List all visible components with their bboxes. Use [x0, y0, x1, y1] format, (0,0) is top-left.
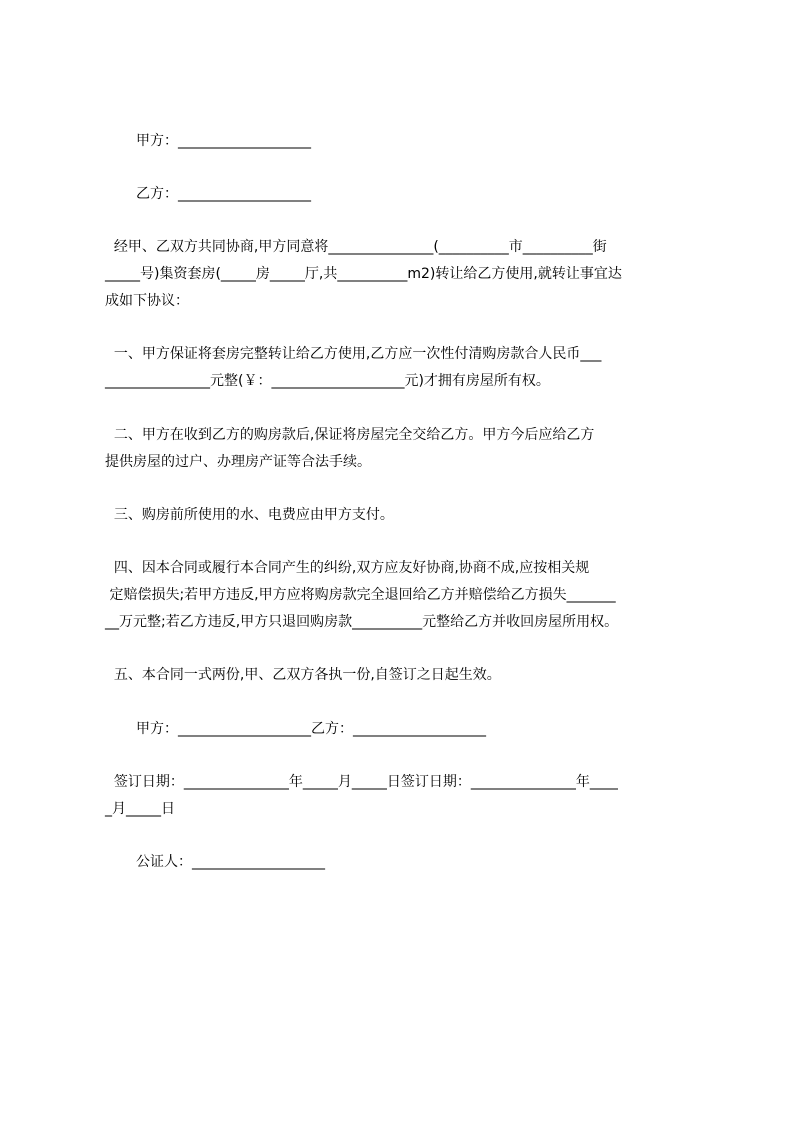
intro-line-1: 经甲、乙双方共同协商,甲方同意将_______________(__________市__________街: [105, 239, 607, 255]
notary-line: 公证人：___________________: [136, 854, 325, 870]
clause-4-line-3: __万元整;若乙方违反,甲方只退回购房款__________元整给乙方并收回房屋所用权。: [105, 614, 619, 630]
party-a-line: 甲方：___________________: [136, 133, 311, 149]
party-b-line: 乙方：___________________: [136, 186, 311, 202]
signing-date-line-1: 签订日期：_______________年_____月_____日签订日期：_______________年____: [105, 774, 618, 790]
clause-5-line-1: 五、本合同一式两份,甲、乙双方各执一份,自签订之日起生效。: [105, 667, 501, 683]
clause-1-line-2: _______________元整(￥：___________________元)才拥有房屋所有权。: [105, 373, 550, 389]
clause-4-line-1: 四、因本合同或履行本合同产生的纠纷,双方应友好协商,协商不成,应按相关规: [105, 560, 590, 576]
intro-line-3: 成如下协议：: [105, 293, 189, 309]
clause-1-line-1: 一、甲方保证将套房完整转让给乙方使用,乙方应一次性付清购房款合人民币___: [105, 346, 602, 362]
signature-parties-line: 甲方：___________________乙方：___________________: [136, 721, 486, 737]
clause-3-line-1: 三、购房前所使用的水、电费应由甲方支付。: [105, 507, 394, 523]
intro-line-2: _____号)集资套房(_____房_____厅,共__________m2)转让给乙方使用,就转让事宜达: [105, 266, 622, 282]
signing-date-line-2: _月_____日: [105, 801, 175, 817]
clause-2-line-1: 二、甲方在收到乙方的购房款后,保证将房屋完全交给乙方。甲方今后应给乙方: [105, 427, 595, 443]
clause-4-line-2: 定赔偿损失;若甲方违反,甲方应将购房款完全退回给乙方并赔偿给乙方损失_______: [105, 587, 616, 603]
clause-2-line-2: 提供房屋的过户、办理房产证等合法手续。: [105, 454, 371, 470]
